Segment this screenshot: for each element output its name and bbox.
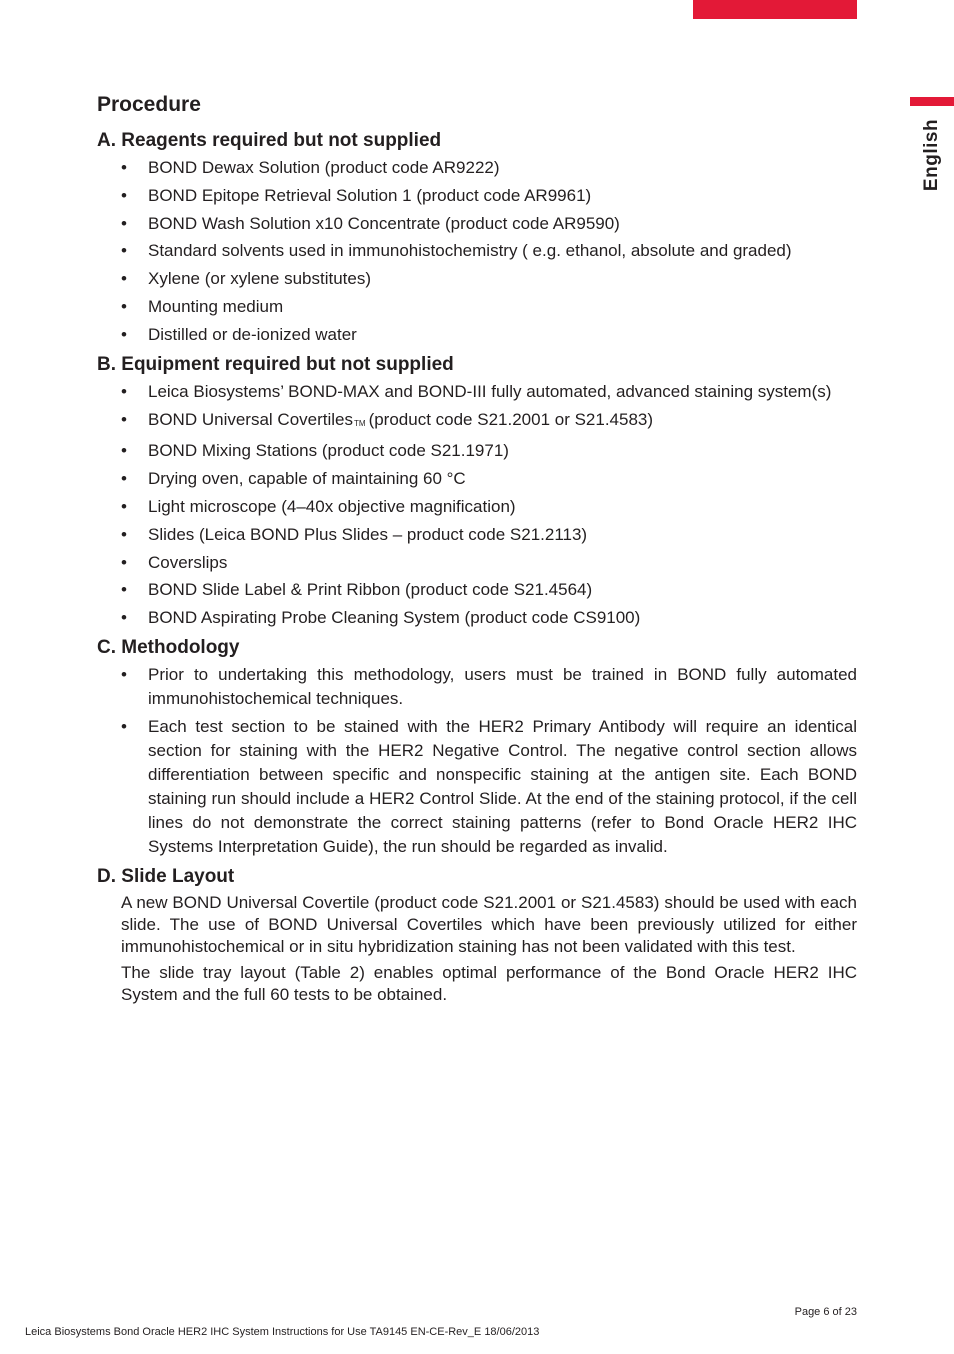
bullet: • [121, 269, 127, 289]
bullet: • [121, 608, 127, 628]
trademark-mark: TM [354, 418, 366, 428]
list-item: • BOND Dewax Solution (product code AR9222) [97, 156, 857, 180]
list-item: • BOND Wash Solution x10 Concentrate (product code AR9590) [97, 212, 857, 236]
document-footer: Leica Biosystems Bond Oracle HER2 IHC System Instructions for Use TA9145 EN-CE-Rev_E 18/06/2013 [25, 1326, 540, 1338]
page-title: Procedure [97, 93, 201, 116]
page-number: Page 6 of 23 [794, 1306, 857, 1318]
header-accent-bar [693, 0, 857, 19]
bullet: • [121, 665, 127, 685]
list-item: • BOND Aspirating Probe Cleaning System (product code CS9100) [97, 606, 857, 630]
bullet: • [121, 381, 127, 401]
list-item: • BOND Epitope Retrieval Solution 1 (product code AR9961) [97, 184, 857, 208]
bullet: • [121, 524, 127, 544]
list-item: • Mounting medium [97, 295, 857, 319]
list-item: • Each test section to be stained with the HER2 Primary Antibody will require an identical section for staining with the HER2 Negative Control. The negative control section allows differentiation between specific and nonspecific staining at the antigen site. Each BOND staining run should include a HER2 Control Slide. At the end of the staining protocol, if the cell lines do not demonstrate the correct staining patterns (refer to Bond Oracle HER2 IHC Systems Interpretation Guide), the run should be regarded as invalid. [121, 716, 857, 856]
bullet: • [121, 296, 127, 316]
bullet: • [121, 409, 127, 429]
bullet: • [121, 324, 127, 344]
list-item: • BOND Mixing Stations (product code S21.1971) [97, 439, 857, 463]
bullet: • [121, 213, 127, 233]
bullet: • [121, 441, 127, 461]
bullet: • [121, 158, 127, 177]
section-b-heading: B. Equipment required but not supplied [97, 353, 454, 375]
bullet: • [121, 496, 127, 516]
slide-layout-paragraph-2: The slide tray layout (Table 2) enables optimal performance of the Bond Oracle HER2 IHC System and the full 60 tests to be obtained. [121, 962, 857, 1004]
bullet: • [121, 469, 127, 489]
reagents-list [97, 156, 857, 347]
list-item: • Prior to undertaking this methodology, users must be trained in BOND fully automated immunohistochemical techniques. [121, 665, 857, 709]
section-d-heading: D. Slide Layout [97, 865, 235, 887]
equipment-list [97, 380, 857, 630]
slide-layout-paragraph-1: A new BOND Universal Covertile (product code S21.2001 or S21.4583) should be used with each slide. The use of BOND Universal Covertiles which have been previously utilized for either immunohistochemical or in situ hybridization staining has not been validated with this test. [121, 892, 857, 956]
list-item: • Standard solvents used in immunohistochemistry ( e.g. ethanol, absolute and graded) [97, 239, 857, 263]
bullet: • [121, 241, 127, 261]
list-item: • Leica Biosystems’ BOND-MAX and BOND-III fully automated, advanced staining system(s) [97, 380, 857, 404]
section-a-heading: A. Reagents required but not supplied [97, 130, 442, 151]
list-item: • BOND Slide Label & Print Ribbon (product code S21.4564) [97, 578, 857, 602]
list-item: • Light microscope (4–40x objective magnification) [97, 495, 857, 519]
bullet: • [121, 552, 127, 572]
section-c-heading: C. Methodology [97, 637, 240, 659]
page-content [97, 90, 857, 1010]
bullet: • [121, 185, 127, 205]
methodology-list [97, 663, 857, 859]
bullet: • [121, 580, 127, 600]
list-item: • Slides (Leica BOND Plus Slides – product code S21.2113) [97, 523, 857, 547]
list-item: • Xylene (or xylene substitutes) [97, 267, 857, 291]
language-tab-accent-bar [910, 97, 954, 106]
list-item: • Coverslips [97, 551, 857, 575]
list-item: • BOND Universal CovertilesTM (product code S21.2001 or S21.4583) [97, 408, 857, 436]
list-item: • Distilled or de-ionized water [97, 323, 857, 347]
list-item: • Drying oven, capable of maintaining 60 °C [97, 467, 857, 491]
language-tab-label: English [921, 118, 942, 192]
bullet: • [121, 716, 127, 736]
